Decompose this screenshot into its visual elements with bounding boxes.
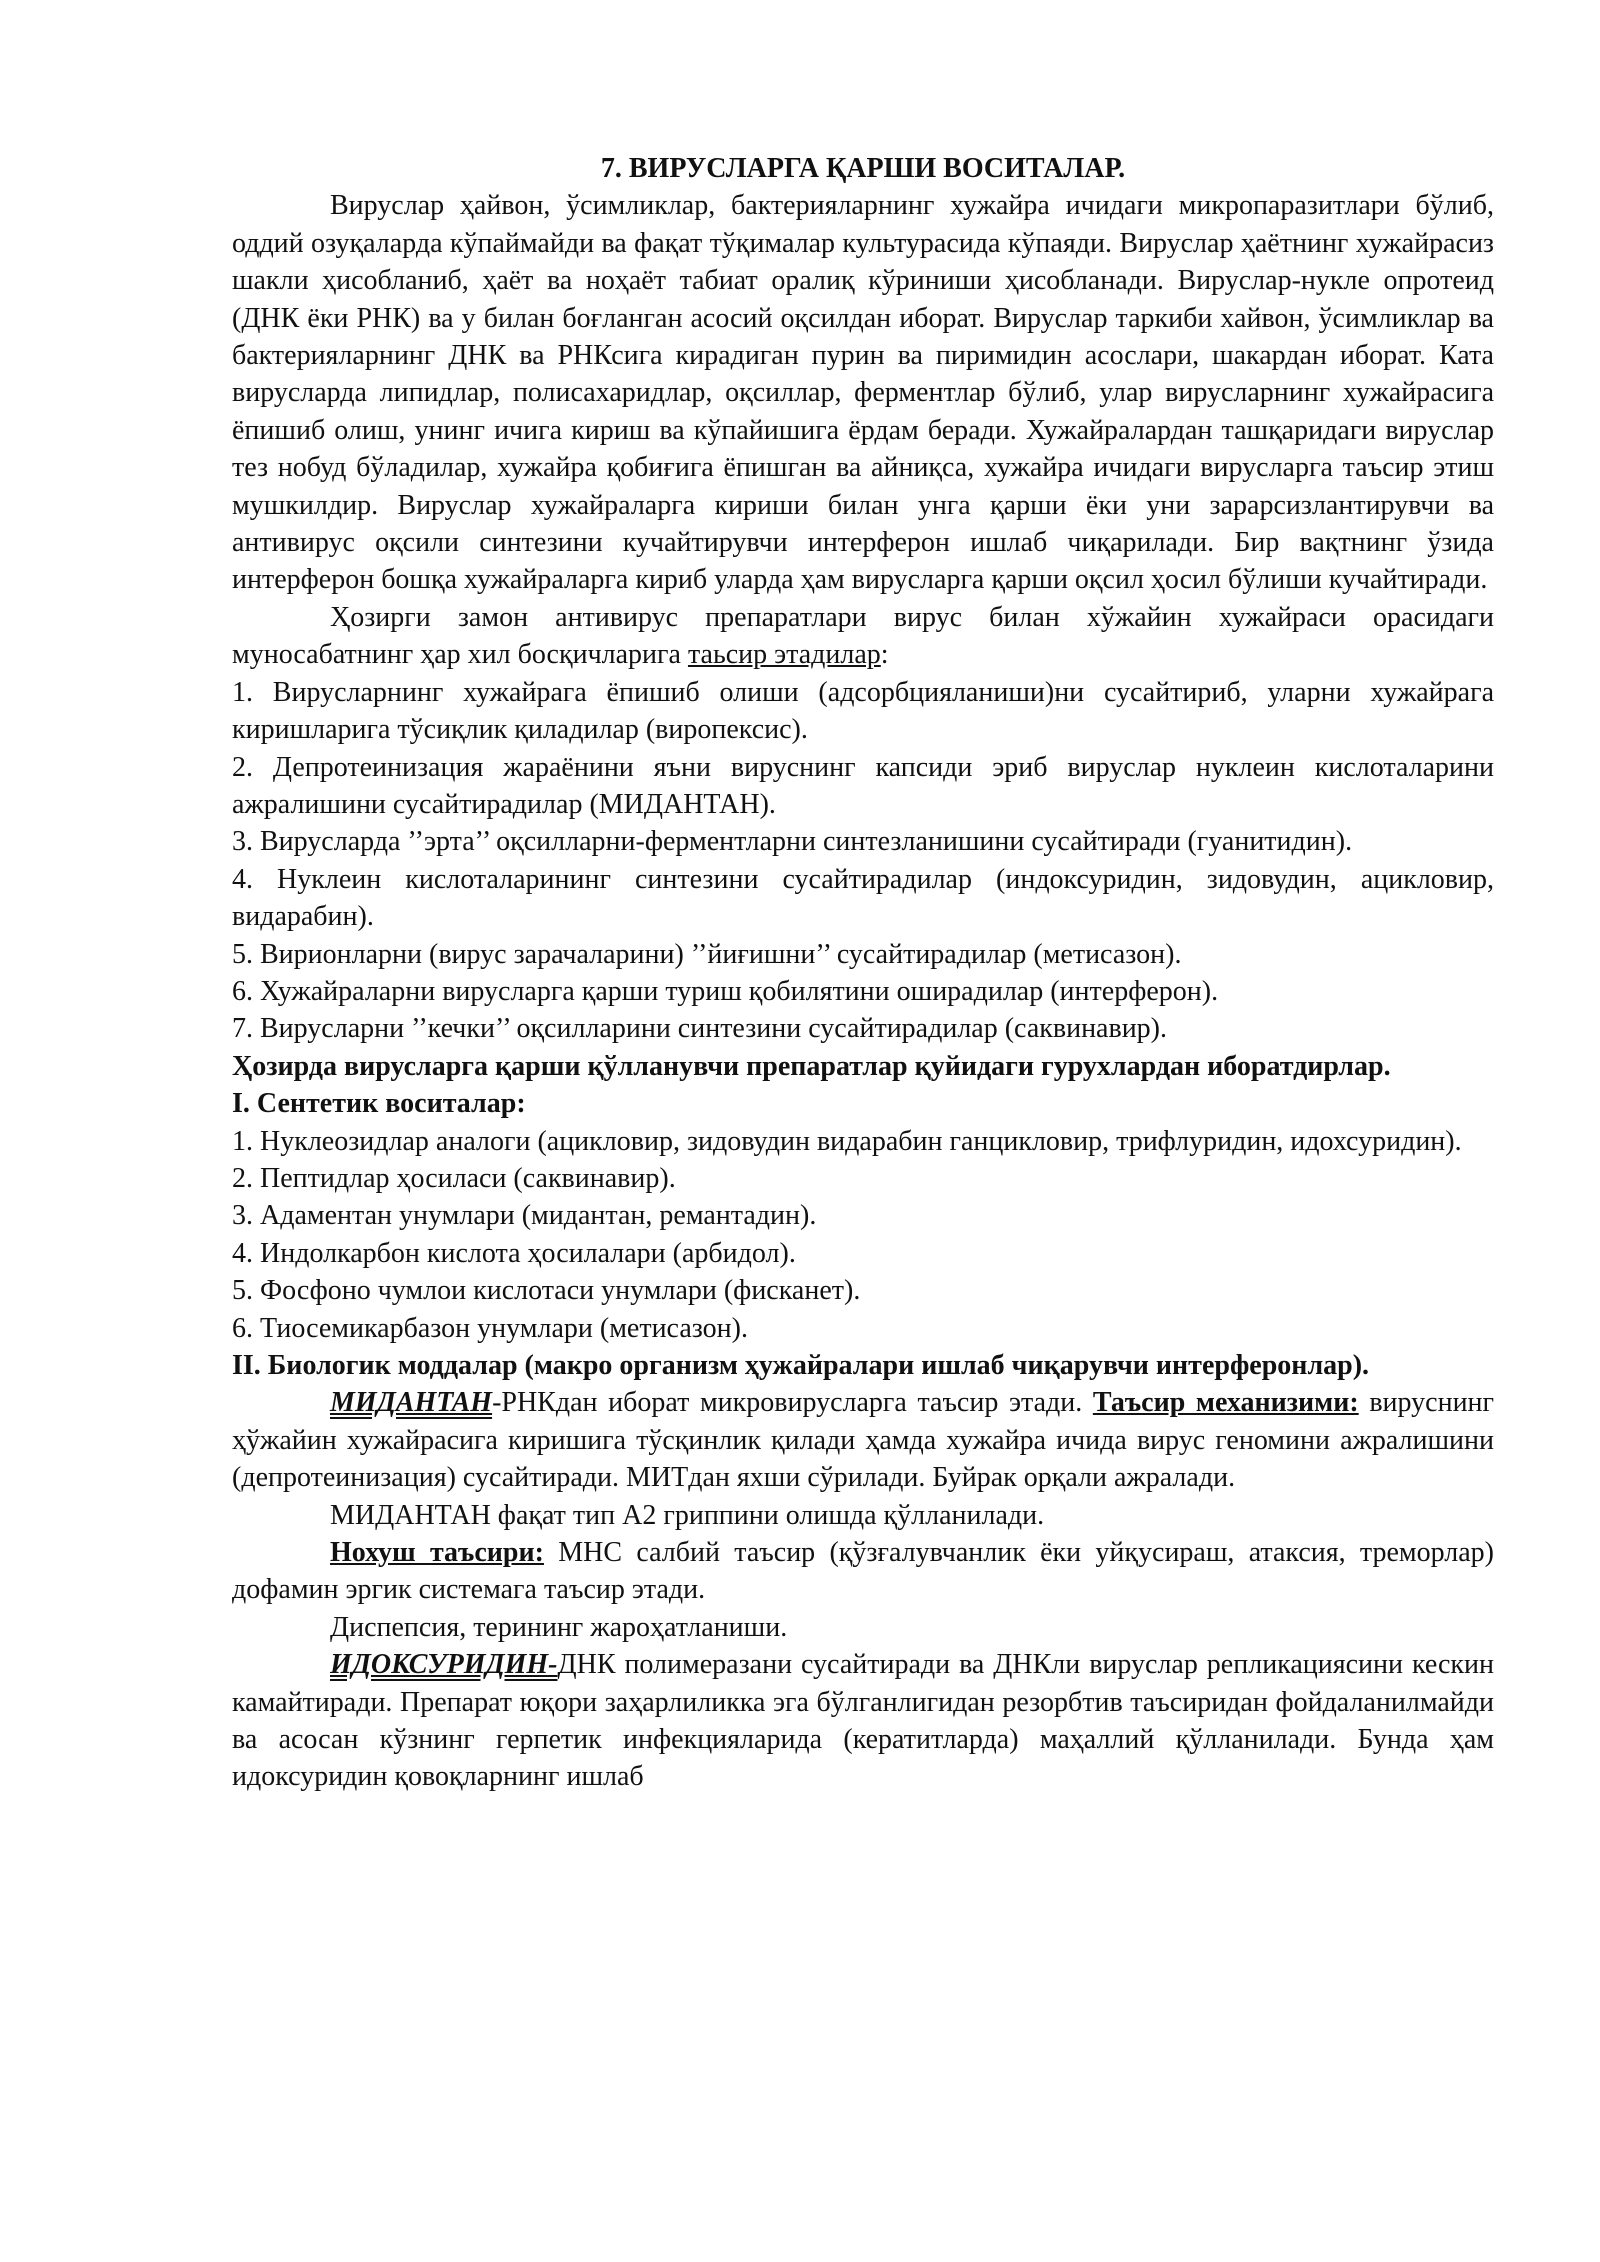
side-effects-label: Нохуш таъсири: [330,1537,544,1569]
mechanism-item: 6. Хужайраларни вирусларга қарши туриш қобилятини оширадилар (интерферон). [232,975,1219,1007]
idoxuridine-name: ИДОКСУРИДИН- [330,1649,558,1681]
idoxuridine-text: ДНК полимеразани сусайтиради ва ДНКли вируслар репликациясини кескин камайтиради. Препарат юқори заҳарлиликка эга бўлганлигидан резорбтив таъсиридан фойдаланилмайди ва асосан кўзнинг герпетик инфекцияларида (кератитларда) маҳаллий қўлланилади. Бунда ҳам идоксуридин қовоқларнинг ишлаб [232,1649,1494,1793]
synthetic-item: 6. Тиосемикарбазон унумлари (метисазон). [232,1312,748,1344]
mechanism-item: 4. Нуклеин кислоталарининг синтезини сусайтирадилар (индоксуридин, зидовудин, ацикловир, видарабин). [232,863,1494,933]
synthetic-item: 2. Пептидлар ҳосиласи (саквинавир). [232,1162,676,1194]
midantan-side-effects-2: Диспепсия, терининг жароҳатланиши. [330,1611,788,1643]
mechanism-item: 7. Вирусларни ’’кечки’’ оқсилларини синтезини сусайтирадилар (саквинавир). [232,1013,1168,1045]
midantan-paragraph [232,1384,1494,1496]
synthetic-item: 5. Фосфоно чумлои кислотаси унумлари (фисканет). [232,1275,861,1307]
modern-intro-text: Ҳозирги замон антивирус препаратлари вирус билан хўжайин хужайраси орасидаги муносабатнинг ҳар хил босқичларига [232,601,1494,671]
synthetic-item: 4. Индолкарбон кислота ҳосилалари (арбидол). [232,1237,796,1269]
groups-heading: Ҳозирда вирусларга қарши қўлланувчи препаратлар қуйидаги гурухлардан иборатдирлар. [232,1050,1391,1082]
mechanism-item: 2. Депротеинизация жараёнини яъни вируснинг капсиди эриб вируслар нуклеин кислоталарини ажралишини сусайтирадилар (МИДАНТАН). [232,751,1494,820]
modern-intro-underlined: таьсир этадилар [687,639,881,671]
mechanism-item: 1. Вирусларнинг хужайрага ёпишиб олиши (адсорбцияланиши)ни сусайтириб, уларни хужайрага киришларига тўсиқлик қиладилар (виропексис). [232,676,1494,746]
modern-intro-colon: : [880,639,889,671]
page-title: 7. ВИРУСЛАРГА ҚАРШИ ВОСИТАЛАР. [600,153,1126,184]
biological-heading: II. Биологик моддалар (макро организм ҳужайралари ишлаб чиқарувчи интерферонлар). [232,1350,1370,1381]
midantan-text: -РНКдан иборат микровирусларга таъсир этади. [492,1387,1093,1419]
midantan-mechanism-label: Таъсир механизими: [1092,1387,1359,1419]
midantan-mechanism-text: вируснинг ҳўжайин хужайрасига киришига тўсқинлик қилади ҳамда хужайра ичида вирус геномини ажралишини (депротеинизация) сусайтиради. МИТдан яхши сўрилади. Буйрак орқали ажралади. [232,1387,1495,1494]
idoxuridine-paragraph [232,1646,1494,1796]
side-effects-text: МНС салбий таъсир (қўзғалувчанлик ёки уйқусираш, атаксия, треморлар) дофамин эргик системага таъсир этади. [232,1537,1494,1606]
synthetic-item: 1. Нуклеозидлар аналоги (ацикловир, зидовудин видарабин ганцикловир, трифлуридин, идохсуридин). [232,1125,1462,1157]
modern-intro-paragraph [232,599,1494,674]
midantan-side-effects [232,1534,1494,1609]
document-page [232,150,1494,1796]
midantan-name: МИДАНТАН [330,1387,493,1419]
synthetic-item: 3. Адаментан унумлари (мидантан, ремантадин). [232,1200,817,1232]
intro-paragraph: Вируслар ҳайвон, ўсимликлар, бактерияларнинг хужайра ичидаги микропаразитлари бўлиб, оддий озуқаларда кўпаймайди ва фақат тўқималар культурасида кўпаяди. Вируслар ҳаётнинг хужайрасиз шакли ҳисобланиб, ҳаёт ва ноҳаёт табиат оралиқ кўриниши ҳисобланади. Вируслар-нукле опротеид (ДНК ёки РНК) ва у билан боғланган асосий оқсилдан иборат. Вируслар таркиби хайвон, ўсимликлар ва бактерияларнинг ДНК ва РНКсига кирадиган пурин ва пиримидин асослари, шакардан иборат. Ката вирусларда липидлар, полисахаридлар, оқсиллар, ферментлар бўлиб, улар вирусларнинг хужайрасига ёпишиб олиш, унинг ичига кириш ва кўпайишига ёрдам беради. Хужайралардан ташқаридаги вируслар тез нобуд бўладилар, хужайра қобиғига ёпишган ва айниқса, хужайра ичидаги вирусларга таъсир этиш мушкилдир. Вируслар хужайраларга кириши билан унга қарши ёки уни зарарсизлантирувчи ва антивирус оқсили синтезини кучайтирувчи интерферон ишлаб чиқарилади. Бир вақтнинг ўзида интерферон бошқа хужайраларга кириб уларда ҳам вирусларга қарши оқсил ҳосил бўлиши кучайтиради. [232,190,1494,596]
mechanism-item: 5. Вирионларни (вирус зарачаларини) ’’йиғишни’’ сусайтирадилар (метисазон). [232,938,1182,970]
midantan-usage: МИДАНТАН фақат тип А2 гриппини олишда қўлланилади. [330,1499,1045,1531]
synthetic-heading: I. Сентетик воситалар: [232,1088,526,1120]
mechanism-item: 3. Вирусларда ’’эрта’’ оқсилларни-ферментларни синтезланишини сусайтиради (гуанитидин). [232,826,1353,858]
